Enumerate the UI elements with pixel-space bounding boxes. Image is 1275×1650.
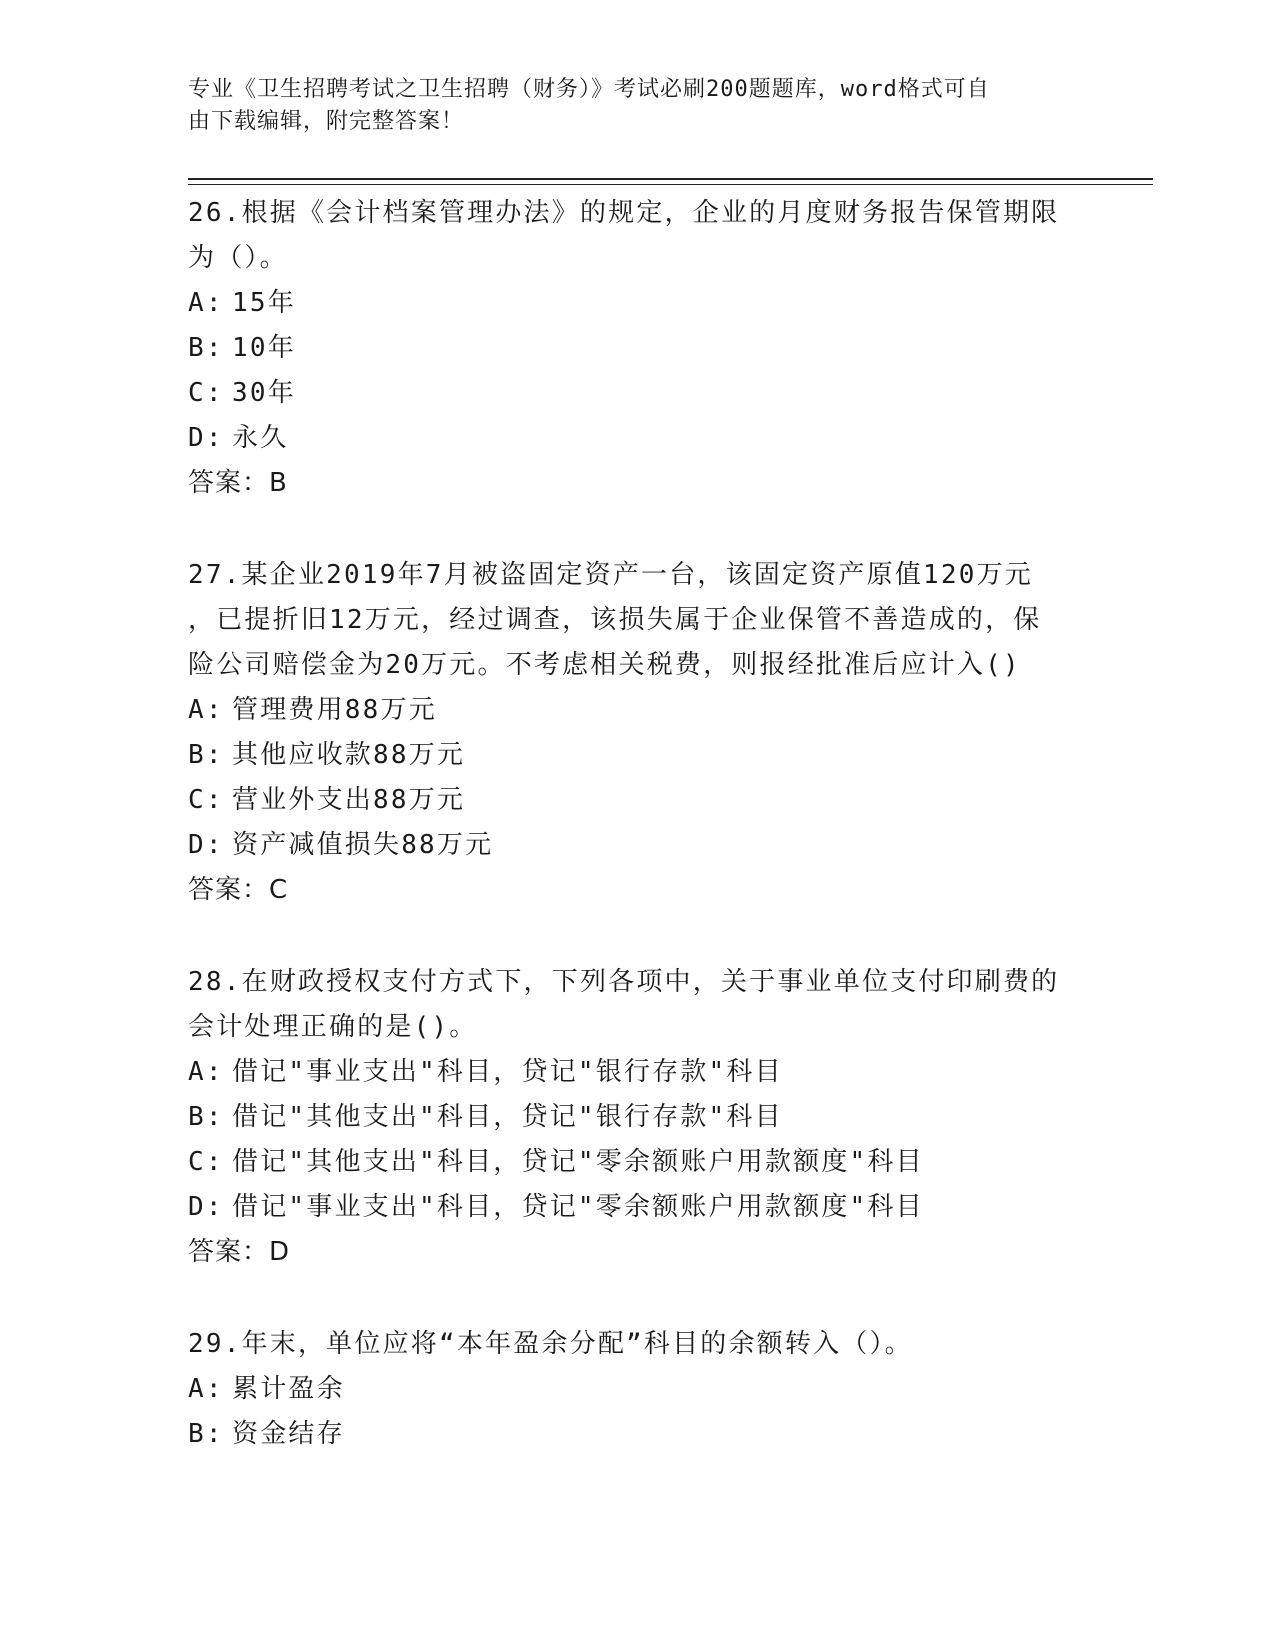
question-text-line: 会计处理正确的是()。 [188, 1012, 478, 1042]
header-divider-thin [188, 184, 1153, 185]
header-line-1: 专业《卫生招聘考试之卫生招聘（财务）》考试必刷200题题库，word格式可自 [188, 77, 990, 102]
option-text: 15年 [232, 288, 296, 318]
option-text: 管理费用88万元 [232, 695, 437, 725]
question-text-line: 29.年末，单位应将“本年盈余分配”科目的余额转入（）。 [188, 1329, 913, 1359]
header-divider-thick [188, 178, 1153, 180]
option-key: B: [188, 1102, 224, 1132]
answer-line: 答案：B [188, 468, 288, 498]
option-key: B: [188, 740, 224, 770]
option-key: A: [188, 695, 224, 725]
option-key: A: [188, 288, 224, 318]
question-29 [188, 1322, 1088, 1457]
option-b [188, 1095, 1088, 1140]
option-b [188, 733, 1088, 778]
option-b [188, 1412, 1088, 1457]
option-text: 累计盈余 [232, 1374, 345, 1404]
question-text-line: 26.根据《会计档案管理办法》的规定，企业的月度财务报告保管期限 [188, 198, 1060, 228]
option-text: 营业外支出88万元 [232, 785, 466, 815]
option-key: D: [188, 423, 224, 453]
option-key: A: [188, 1057, 224, 1087]
question-text-line: 为（）。 [188, 243, 288, 273]
option-key: B: [188, 1419, 224, 1449]
option-key: B: [188, 333, 224, 363]
option-text: 永久 [232, 423, 289, 453]
option-text: 资产减值损失88万元 [232, 830, 494, 860]
option-c [188, 1140, 1088, 1185]
option-text: 10年 [232, 333, 296, 363]
option-c [188, 371, 1088, 416]
option-key: C: [188, 378, 224, 408]
document-header [188, 74, 1068, 138]
option-text: 资金结存 [232, 1419, 345, 1449]
option-text: 借记"其他支出"科目，贷记"零余额账户用款额度"科目 [232, 1147, 924, 1177]
question-text [188, 553, 1088, 688]
option-a [188, 688, 1088, 733]
option-d [188, 416, 1088, 461]
question-text-line: 险公司赔偿金为20万元。不考虑相关税费，则报经批准后应计入() [188, 650, 1021, 680]
question-28 [188, 960, 1088, 1275]
question-text-line: 28.在财政授权支付方式下，下列各项中，关于事业单位支付印刷费的 [188, 967, 1060, 997]
option-key: A: [188, 1374, 224, 1404]
option-text: 借记"事业支出"科目，贷记"零余额账户用款额度"科目 [232, 1192, 924, 1222]
option-text: 借记"其他支出"科目，贷记"银行存款"科目 [232, 1102, 783, 1132]
option-text: 借记"事业支出"科目，贷记"银行存款"科目 [232, 1057, 783, 1087]
question-list [188, 191, 1088, 1457]
question-text-line: ，已提折旧12万元，经过调查，该损失属于企业保管不善造成的，保 [188, 605, 1042, 635]
option-key: D: [188, 830, 224, 860]
option-a [188, 281, 1088, 326]
option-key: D: [188, 1192, 224, 1222]
question-27 [188, 553, 1088, 913]
question-text [188, 1322, 1088, 1367]
option-c [188, 778, 1088, 823]
question-text [188, 191, 1088, 281]
option-d [188, 823, 1088, 868]
option-key: C: [188, 785, 224, 815]
option-a [188, 1367, 1088, 1412]
option-text: 30年 [232, 378, 296, 408]
option-b [188, 326, 1088, 371]
question-text-line: 27.某企业2019年7月被盗固定资产一台，该固定资产原值120万元 [188, 560, 1033, 590]
question-text [188, 960, 1088, 1050]
question-26 [188, 191, 1088, 506]
option-key: C: [188, 1147, 224, 1177]
option-a [188, 1050, 1088, 1095]
option-d [188, 1185, 1088, 1230]
option-text: 其他应收款88万元 [232, 740, 466, 770]
answer-line: 答案：C [188, 875, 289, 905]
answer-line: 答案：D [188, 1237, 291, 1267]
header-line-2: 由下载编辑，附完整答案！ [188, 109, 465, 134]
